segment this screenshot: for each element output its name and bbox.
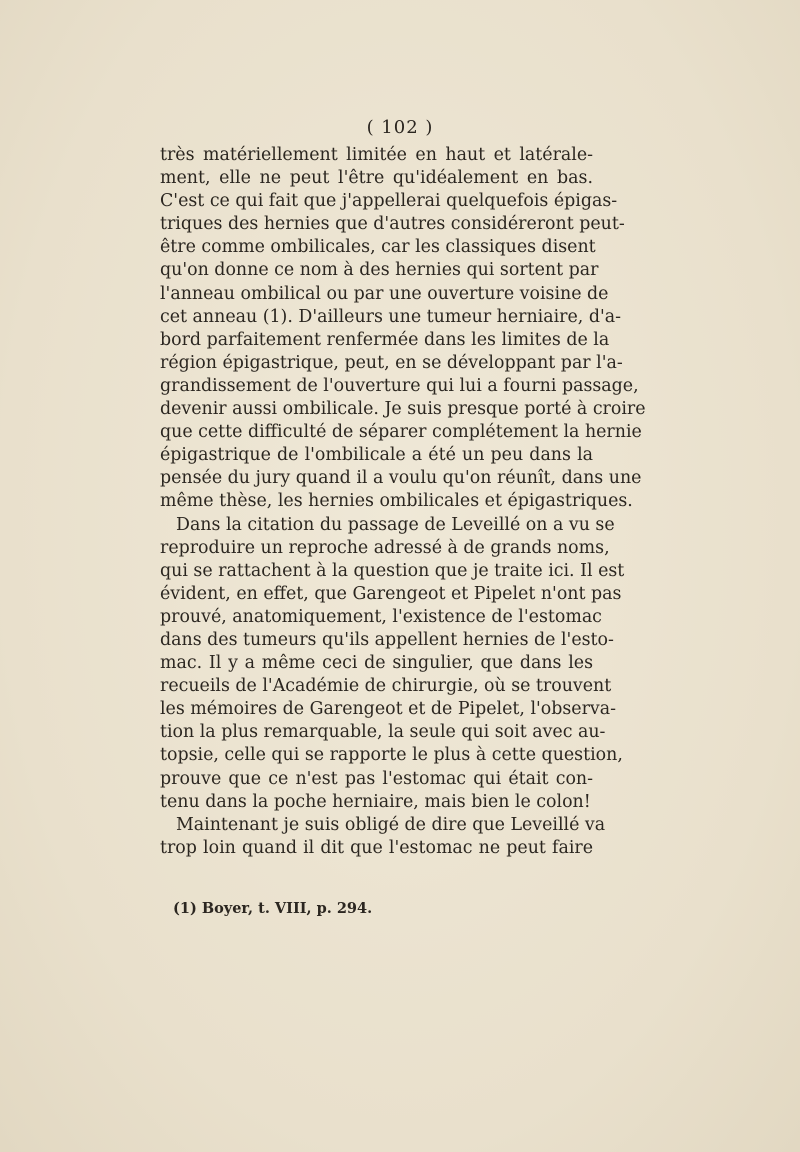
text-line: très matériellement limitée en haut et latérale-	[160, 145, 593, 165]
text-line: mac. Il y a même ceci de singulier, que dans les	[160, 653, 593, 674]
text-line: devenir aussi ombilicale. Je suis presque porté à croire	[160, 399, 646, 420]
text-line: ment, elle ne peut l'être qu'idéalement en bas.	[160, 168, 593, 189]
text-line: dans des tumeurs qu'ils appellent hernies de l'esto-	[160, 629, 614, 650]
text-line: bord parfaitement renfermée dans les limites de la	[160, 329, 610, 350]
text-line: reproduire un reproche adressé à de grands noms,	[160, 537, 610, 558]
text-line: triques des hernies que d'autres considéreront peut-	[160, 214, 625, 235]
text-line: recueils de l'Académie de chirurgie, où se trouvent	[160, 676, 612, 697]
text-line: évident, en effet, que Garengeot et Pipelet n'ont pas	[160, 583, 622, 604]
text-line: l'anneau ombilical ou par une ouverture voisine de	[160, 283, 609, 304]
text-line: les mémoires de Garengeot et de Pipelet, l'observa-	[160, 699, 616, 720]
text-line: qu'on donne ce nom à des hernies qui sortent par	[160, 260, 599, 281]
text-line: pensée du jury quand il a voulu qu'on réunît, dans une	[160, 468, 642, 489]
text-line: prouve que ce n'est pas l'estomac qui était con-	[160, 768, 593, 789]
text-line: C'est ce qui fait que j'appellerai quelquefois épigas-	[160, 191, 618, 212]
text-line: cet anneau (1). D'ailleurs une tumeur herniaire, d'a-	[160, 306, 621, 327]
footnote: (1) Boyer, t. VIII, p. 294.	[173, 900, 373, 917]
text-line: trop loin quand il dit que l'estomac ne peut faire	[160, 837, 593, 858]
text-line: être comme ombilicales, car les classiques disent	[160, 237, 596, 258]
text-line: prouvé, anatomiquement, l'existence de l'estomac	[160, 606, 602, 627]
text-line: qui se rattachent à la question que je traite ici. Il est	[160, 560, 625, 581]
text-line: épigastrique de l'ombilicale a été un peu dans la	[160, 445, 593, 466]
text-line: tion la plus remarquable, la seule qui soit avec au-	[160, 722, 606, 743]
text-line: tenu dans la poche herniaire, mais bien le colon!	[160, 791, 591, 812]
text-line: grandissement de l'ouverture qui lui a fourni passage,	[160, 375, 639, 396]
text-line: topsie, celle qui se rapporte le plus à cette question,	[160, 745, 623, 766]
text-line: Maintenant je suis obligé de dire que Leveillé va	[176, 814, 606, 835]
text-line: Dans la citation du passage de Leveillé on a vu se	[176, 514, 615, 535]
page-number: ( 102 )	[366, 117, 434, 138]
text-line: que cette difficulté de séparer complétement la hernie	[160, 422, 642, 443]
text-line: même thèse, les hernies ombilicales et épigastriques.	[160, 491, 633, 512]
text-line: région épigastrique, peut, en se développant par l'a-	[160, 352, 623, 373]
body-text	[160, 144, 646, 860]
